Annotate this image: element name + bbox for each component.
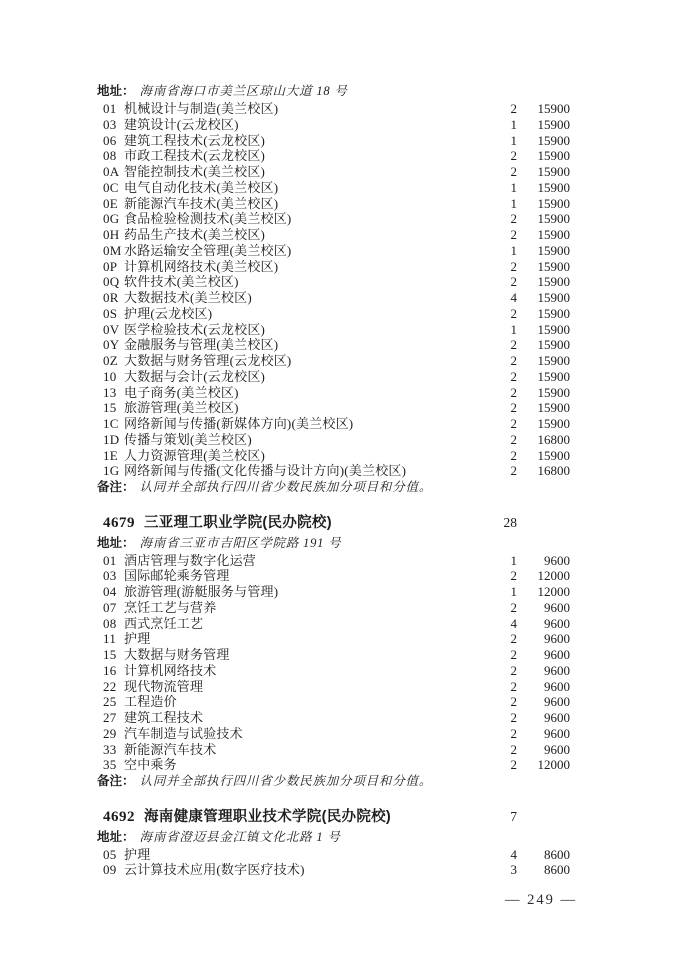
major-plan-count: 2 [510, 678, 517, 694]
major-row [97, 164, 570, 180]
major-name: 现代物流管理 [124, 678, 204, 694]
major-tuition-fee: 9600 [544, 710, 570, 725]
major-plan-count: 2 [510, 662, 517, 678]
major-row [97, 196, 570, 212]
major-tuition-fee: 15900 [537, 274, 570, 290]
major-plan-count: 2 [510, 368, 517, 384]
college-section [97, 805, 570, 879]
major-row [97, 584, 570, 600]
major-name: 医学检验技术(云龙校区) [124, 321, 266, 337]
major-plan-count: 1 [510, 584, 517, 599]
remark-text: 认同并全部执行四川省少数民族加分项目和分值。 [139, 480, 433, 494]
major-name: 建筑工程技术 [124, 710, 204, 725]
college-plan-count: 28 [503, 514, 517, 530]
major-row [97, 180, 570, 196]
major-name: 工程造价 [124, 694, 177, 710]
major-tuition-fee: 15900 [537, 337, 570, 353]
major-name: 汽车制造与试验技术 [124, 725, 243, 741]
major-plan-count: 3 [510, 862, 517, 878]
major-code: 1C [103, 416, 119, 431]
major-code: 0V [103, 321, 120, 337]
major-tuition-fee: 15900 [537, 148, 570, 164]
address-text: 海南省澄迈县金江镇文化北路 1 号 [139, 829, 341, 844]
major-row [97, 553, 570, 569]
major-code: 0C [103, 179, 119, 195]
major-plan-count: 2 [510, 305, 517, 321]
major-plan-count: 2 [510, 416, 517, 431]
major-name: 网络新闻与传播(新媒体方向)(美兰校区) [124, 416, 354, 431]
major-name: 大数据技术(美兰校区) [124, 290, 252, 305]
college-name: 海南健康管理职业技术学院(民办院校) [144, 808, 392, 825]
major-tuition-fee: 15900 [537, 101, 570, 116]
major-code: 06 [103, 132, 117, 148]
major-code: 03 [103, 116, 117, 132]
major-tuition-fee: 15900 [537, 116, 570, 132]
major-code: 0H [103, 227, 120, 242]
major-code: 15 [103, 647, 117, 662]
major-plan-count: 2 [510, 337, 517, 353]
major-name: 旅游管理(游艇服务与管理) [124, 584, 279, 599]
major-code: 22 [103, 678, 117, 694]
major-tuition-fee: 9600 [544, 662, 570, 678]
major-code: 07 [103, 599, 117, 615]
major-plan-count: 2 [510, 741, 517, 757]
major-row [97, 432, 570, 448]
major-row [97, 568, 570, 584]
major-row [97, 463, 570, 479]
major-name: 大数据与财务管理(云龙校区) [124, 353, 292, 368]
major-plan-count: 1 [510, 242, 517, 258]
major-code: 11 [103, 631, 117, 647]
major-plan-count: 2 [510, 725, 517, 741]
major-name: 旅游管理(美兰校区) [124, 400, 239, 416]
major-code: 09 [103, 862, 117, 878]
address-label: 地址： [97, 84, 135, 98]
major-row [97, 631, 570, 647]
major-plan-count: 2 [510, 463, 517, 479]
major-plan-count: 2 [510, 101, 517, 116]
major-name: 药品生产技术(美兰校区) [124, 227, 266, 242]
major-row [97, 259, 570, 275]
major-name: 空中乘务 [124, 757, 177, 773]
major-code: 13 [103, 384, 117, 400]
major-row [97, 416, 570, 432]
major-name: 西式烹饪工艺 [124, 615, 204, 631]
major-name: 网络新闻与传播(文化传播与设计方向)(美兰校区) [124, 463, 407, 479]
major-name: 新能源汽车技术(美兰校区) [124, 195, 279, 211]
major-tuition-fee: 12000 [537, 568, 570, 584]
major-name: 机械设计与制造(美兰校区) [124, 101, 279, 116]
major-tuition-fee: 15900 [537, 132, 570, 148]
major-tuition-fee: 16800 [537, 463, 570, 479]
major-name: 大数据与会计(云龙校区) [124, 368, 266, 384]
major-plan-count: 2 [510, 384, 517, 400]
major-name: 计算机网络技术 [124, 662, 217, 678]
major-plan-count: 2 [510, 694, 517, 710]
address-line [97, 828, 570, 847]
major-row [97, 400, 570, 416]
major-tuition-fee: 15900 [537, 195, 570, 211]
major-plan-count: 4 [510, 290, 517, 305]
major-plan-count: 2 [510, 710, 517, 725]
remark-line [97, 773, 570, 790]
major-name: 电子商务(美兰校区) [124, 384, 239, 400]
major-code: 29 [103, 725, 117, 741]
major-code: 33 [103, 741, 117, 757]
major-code: 0P [103, 258, 118, 274]
college-section [97, 82, 570, 496]
major-code: 0A [103, 164, 120, 179]
remark-text: 认同并全部执行四川省少数民族加分项目和分值。 [139, 774, 433, 788]
major-plan-count: 2 [510, 431, 517, 447]
major-plan-count: 1 [510, 179, 517, 195]
major-row [97, 600, 570, 616]
major-tuition-fee: 15900 [537, 258, 570, 274]
major-name: 智能控制技术(美兰校区) [124, 164, 266, 179]
major-tuition-fee: 9600 [544, 599, 570, 615]
major-plan-count: 1 [510, 321, 517, 337]
major-code: 15 [103, 400, 117, 416]
major-row [97, 663, 570, 679]
college-plan-count: 7 [510, 808, 517, 824]
major-plan-count: 2 [510, 258, 517, 274]
major-code: 25 [103, 694, 117, 710]
college-code: 4679 [103, 514, 135, 531]
major-row [97, 211, 570, 227]
major-name: 国际邮轮乘务管理 [124, 568, 230, 584]
major-plan-count: 2 [510, 647, 517, 662]
major-name: 传播与策划(美兰校区) [124, 431, 252, 447]
major-code: 1G [103, 463, 120, 479]
major-name: 电气自动化技术(美兰校区) [124, 179, 279, 195]
major-row [97, 117, 570, 133]
major-plan-count: 2 [510, 568, 517, 584]
major-tuition-fee: 15900 [537, 321, 570, 337]
major-plan-count: 2 [510, 757, 517, 773]
remark-label: 备注： [97, 480, 135, 494]
major-row [97, 243, 570, 259]
major-row [97, 448, 570, 464]
address-line [97, 82, 570, 101]
major-tuition-fee: 12000 [537, 584, 570, 599]
major-name: 建筑工程技术(云龙校区) [124, 132, 266, 148]
major-plan-count: 2 [510, 447, 517, 463]
major-plan-count: 2 [510, 274, 517, 290]
major-row [97, 227, 570, 243]
major-name: 金融服务与管理(美兰校区) [124, 337, 279, 353]
major-plan-count: 2 [510, 148, 517, 164]
major-row [97, 616, 570, 632]
major-code: 03 [103, 568, 117, 584]
major-name: 人力资源管理(美兰校区) [124, 447, 266, 463]
major-code: 1D [103, 431, 120, 447]
major-plan-count: 2 [510, 400, 517, 416]
major-plan-count: 1 [510, 132, 517, 148]
major-tuition-fee: 9600 [544, 725, 570, 741]
major-name: 护理 [124, 846, 151, 862]
college-header [97, 805, 570, 828]
major-row [97, 679, 570, 695]
major-plan-count: 2 [510, 211, 517, 227]
major-tuition-fee: 15900 [537, 290, 570, 305]
major-tuition-fee: 15900 [537, 353, 570, 368]
major-name: 市政工程技术(云龙校区) [124, 148, 266, 164]
major-code: 0Y [103, 337, 120, 353]
major-row [97, 757, 570, 773]
major-row [97, 726, 570, 742]
major-row [97, 133, 570, 149]
major-code: 01 [103, 552, 117, 568]
major-tuition-fee: 8600 [544, 862, 570, 878]
major-code: 04 [103, 584, 117, 599]
major-name: 护理 [124, 631, 151, 647]
major-code: 08 [103, 615, 117, 631]
major-code: 0S [103, 305, 118, 321]
major-code: 01 [103, 101, 117, 116]
major-code: 16 [103, 662, 117, 678]
major-plan-count: 4 [510, 615, 517, 631]
major-name: 建筑设计(云龙校区) [124, 116, 239, 132]
major-name: 护理(云龙校区) [124, 305, 213, 321]
major-code: 10 [103, 368, 117, 384]
major-tuition-fee: 15900 [537, 211, 570, 227]
address-line [97, 534, 570, 553]
remark-line [97, 479, 570, 496]
major-row [97, 694, 570, 710]
address-text: 海南省三亚市吉阳区学院路 191 号 [139, 535, 342, 550]
major-row [97, 385, 570, 401]
major-code: 08 [103, 148, 117, 164]
major-row [97, 290, 570, 306]
major-tuition-fee: 15900 [537, 179, 570, 195]
major-name: 云计算技术应用(数字医疗技术) [124, 862, 305, 878]
remark-label: 备注： [97, 774, 135, 788]
major-tuition-fee: 9600 [544, 552, 570, 568]
major-plan-count: 2 [510, 353, 517, 368]
major-row [97, 101, 570, 117]
major-row [97, 353, 570, 369]
major-row [97, 847, 570, 863]
major-plan-count: 2 [510, 164, 517, 179]
major-plan-count: 2 [510, 599, 517, 615]
major-tuition-fee: 8600 [544, 846, 570, 862]
major-name: 新能源汽车技术 [124, 741, 217, 757]
major-code: 0Q [103, 274, 120, 290]
major-tuition-fee: 15900 [537, 227, 570, 242]
college-section [97, 511, 570, 790]
major-code: 0Z [103, 353, 119, 368]
major-tuition-fee: 15900 [537, 447, 570, 463]
major-code: 05 [103, 846, 117, 862]
major-tuition-fee: 9600 [544, 741, 570, 757]
major-code: 1E [103, 447, 119, 463]
major-code: 35 [103, 757, 117, 773]
page-number: — 249 — [505, 892, 577, 908]
major-tuition-fee: 15900 [537, 384, 570, 400]
major-tuition-fee: 15900 [537, 400, 570, 416]
major-name: 软件技术(美兰校区) [124, 274, 239, 290]
major-row [97, 742, 570, 758]
major-name: 计算机网络技术(美兰校区) [124, 258, 279, 274]
major-plan-count: 2 [510, 631, 517, 647]
major-tuition-fee: 9600 [544, 678, 570, 694]
address-label: 地址： [97, 535, 135, 550]
major-tuition-fee: 15900 [537, 305, 570, 321]
major-plan-count: 1 [510, 552, 517, 568]
major-name: 烹饪工艺与营养 [124, 599, 217, 615]
major-row [97, 274, 570, 290]
major-tuition-fee: 9600 [544, 631, 570, 647]
major-row [97, 369, 570, 385]
major-name: 水路运输安全管理(美兰校区) [124, 242, 292, 258]
major-row [97, 306, 570, 322]
major-tuition-fee: 9600 [544, 694, 570, 710]
major-name: 食品检验检测技术(美兰校区) [124, 211, 292, 227]
major-tuition-fee: 15900 [537, 242, 570, 258]
major-tuition-fee: 16800 [537, 431, 570, 447]
college-header [97, 511, 570, 534]
major-row [97, 322, 570, 338]
major-tuition-fee: 12000 [537, 757, 570, 773]
major-name: 大数据与财务管理 [124, 647, 230, 662]
address-text: 海南省海口市美兰区琼山大道 18 号 [139, 84, 348, 98]
major-name: 酒店管理与数字化运营 [124, 552, 257, 568]
address-label: 地址： [97, 829, 135, 844]
major-tuition-fee: 9600 [544, 647, 570, 662]
major-row [97, 647, 570, 663]
major-plan-count: 1 [510, 195, 517, 211]
major-code: 0R [103, 290, 119, 305]
major-code: 27 [103, 710, 117, 725]
major-plan-count: 2 [510, 227, 517, 242]
major-row [97, 862, 570, 878]
major-tuition-fee: 15900 [537, 368, 570, 384]
major-code: 0M [103, 242, 122, 258]
major-code: 0G [103, 211, 120, 227]
college-name: 三亚理工职业学院(民办院校) [144, 514, 332, 531]
major-row [97, 148, 570, 164]
major-row [97, 337, 570, 353]
major-row [97, 710, 570, 726]
college-code: 4692 [103, 808, 135, 825]
major-plan-count: 4 [510, 846, 517, 862]
major-code: 0E [103, 195, 119, 211]
major-tuition-fee: 15900 [537, 416, 570, 431]
major-plan-count: 1 [510, 116, 517, 132]
major-tuition-fee: 9600 [544, 615, 570, 631]
admission-plan-list [97, 82, 570, 878]
major-tuition-fee: 15900 [537, 164, 570, 179]
